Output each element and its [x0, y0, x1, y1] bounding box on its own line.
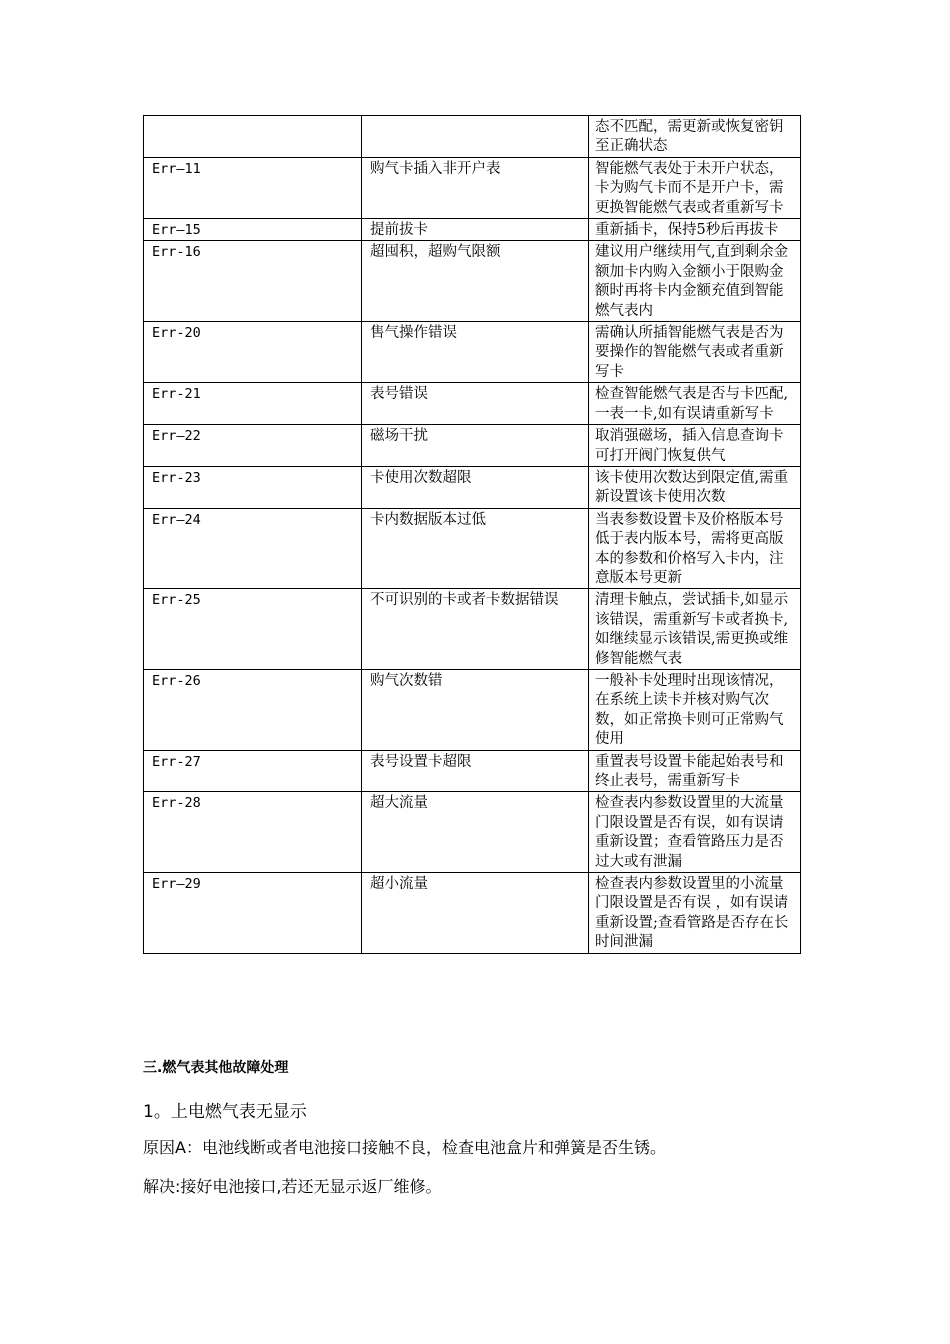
error-code-cell: Err-27 [144, 750, 362, 792]
error-description-cell: 表号设置卡超限 [362, 750, 589, 792]
error-code-cell: Err-25 [144, 589, 362, 670]
error-code-cell: Err-16 [144, 241, 362, 322]
table-row [144, 383, 801, 425]
error-code-cell: Err-21 [144, 383, 362, 425]
error-code-cell: Err—22 [144, 425, 362, 467]
table-row [144, 669, 801, 750]
error-description-cell: 提前拔卡 [362, 219, 589, 241]
error-description-cell: 不可识别的卡或者卡数据错误 [362, 589, 589, 670]
solution-paragraph: 解决:接好电池接口,若还无显示返厂维修。 [143, 1177, 442, 1196]
table-row [144, 116, 801, 158]
table-row [144, 750, 801, 792]
error-code-cell: Err—29 [144, 873, 362, 954]
error-description-cell: 卡内数据版本过低 [362, 508, 589, 589]
error-description-cell: 超大流量 [362, 792, 589, 873]
table-row [144, 508, 801, 589]
solution-cell: 清理卡触点，尝试插卡,如显示该错误，需重新写卡或者换卡,如继续显示该错误,需更换或维修智能燃气表 [589, 589, 801, 670]
solution-cell: 取消强磁场，插入信息查询卡可打开阀门恢复供气 [589, 425, 801, 467]
error-description-cell [362, 116, 589, 158]
solution-cell: 一般补卡处理时出现该情况，在系统上读卡并核对购气次数，如正常换卡则可正常购气使用 [589, 669, 801, 750]
error-code-cell: Err-26 [144, 669, 362, 750]
error-description-cell: 超小流量 [362, 873, 589, 954]
solution-cell: 检查表内参数设置里的小流量门限设置是否有误 ，如有误请重新设置;查看管路是否存在长时间泄漏 [589, 873, 801, 954]
table-row [144, 157, 801, 218]
solution-cell: 重新插卡，保持5秒后再拔卡 [589, 219, 801, 241]
solution-cell: 建议用户继续用气,直到剩余金额加卡内购入金额小于限购金额时再将卡内金额充值到智能燃气表内 [589, 241, 801, 322]
table-row [144, 322, 801, 383]
solution-cell: 检查表内参数设置里的大流量门限设置是否有误，如有误请重新设置；查看管路压力是否过大或有泄漏 [589, 792, 801, 873]
solution-cell: 该卡使用次数达到限定值,需重新设置该卡使用次数 [589, 466, 801, 508]
table-row [144, 241, 801, 322]
error-code-cell [144, 116, 362, 158]
error-description-cell: 售气操作错误 [362, 322, 589, 383]
error-code-cell: Err—15 [144, 219, 362, 241]
error-code-cell: Err-28 [144, 792, 362, 873]
table-row [144, 219, 801, 241]
table-row [144, 873, 801, 954]
error-code-table-body [144, 116, 801, 954]
error-description-cell: 卡使用次数超限 [362, 466, 589, 508]
item-title: 1。上电燃气表无显示 [143, 1102, 307, 1122]
cause-paragraph: 原因A：电池线断或者电池接口接触不良，检查电池盒片和弹簧是否生锈。 [143, 1138, 666, 1157]
table-row [144, 425, 801, 467]
error-description-cell: 磁场干扰 [362, 425, 589, 467]
table-row [144, 466, 801, 508]
error-code-cell: Err-23 [144, 466, 362, 508]
solution-cell: 智能燃气表处于未开户状态，卡为购气卡而不是开户卡，需更换智能燃气表或者重新写卡 [589, 157, 801, 218]
error-code-cell: Err—24 [144, 508, 362, 589]
table-row [144, 589, 801, 670]
error-description-cell: 表号错误 [362, 383, 589, 425]
solution-cell: 态不匹配，需更新或恢复密钥至正确状态 [589, 116, 801, 158]
error-code-cell: Err—11 [144, 157, 362, 218]
section-heading: 三.燃气表其他故障处理 [143, 1060, 289, 1076]
solution-cell: 当表参数设置卡及价格版本号低于表内版本号，需将更高版本的参数和价格写入卡内，注意版本号更新 [589, 508, 801, 589]
solution-cell: 重置表号设置卡能起始表号和终止表号，需重新写卡 [589, 750, 801, 792]
error-description-cell: 购气次数错 [362, 669, 589, 750]
solution-cell: 检查智能燃气表是否与卡匹配,一表一卡,如有误请重新写卡 [589, 383, 801, 425]
solution-cell: 需确认所插智能燃气表是否为要操作的智能燃气表或者重新写卡 [589, 322, 801, 383]
table-row [144, 792, 801, 873]
error-description-cell: 购气卡插入非开户表 [362, 157, 589, 218]
error-code-table [143, 115, 801, 954]
error-description-cell: 超囤积，超购气限额 [362, 241, 589, 322]
error-code-cell: Err-20 [144, 322, 362, 383]
